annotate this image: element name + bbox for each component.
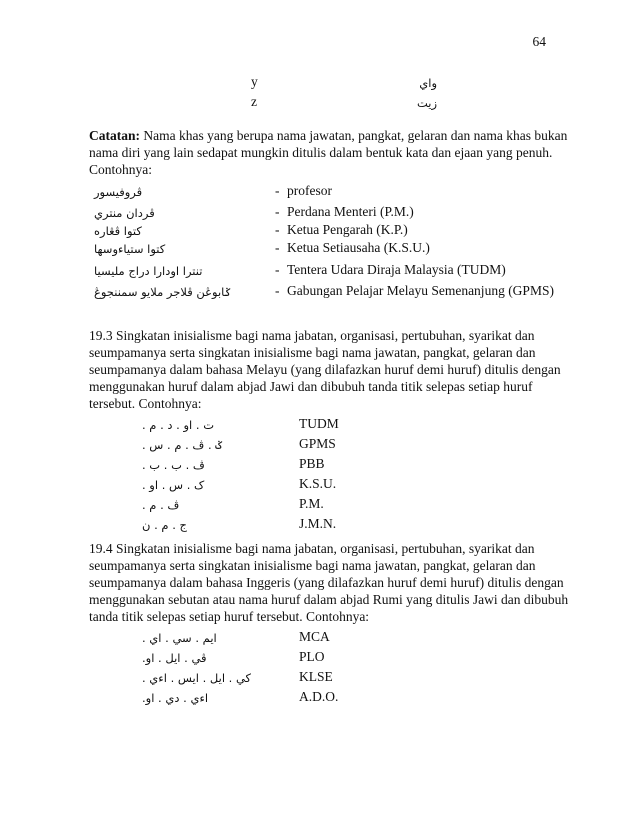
section-19-4-line: menggunakan sebutan atau nama huruf dalam abjad Rumi yang ditulis Jawi dan dibubuh (89, 592, 569, 607)
section-19-3-line: 19.3 Singkatan inisialisme bagi nama jabatan, organisasi, pertubuhan, syarikat dan (89, 328, 535, 343)
rumi-letter-z: z (251, 94, 257, 109)
example-jawi: کتوا ڤڠاره (94, 224, 142, 238)
example-rumi: Gabungan Pelajar Melayu Semenanjung (GPMS) (287, 283, 554, 298)
rumi-letter-y: y (251, 74, 258, 89)
section-19-4-line: seumpamanya dalam bahasa Inggeris (yang dilafazkan huruf demi huruf) ditulis dengan (89, 575, 564, 590)
abbr-jawi: ڤي . ايل . او. (142, 651, 207, 665)
catatan-text-1: Nama khas yang berupa nama jawatan, pangkat, gelaran dan nama khas bukan (140, 128, 568, 143)
abbr-rumi: J.M.N. (299, 516, 337, 531)
section-19-3-line: seumpamanya dalam bahasa Melayu (yang dilafazkan huruf demi huruf) ditulis dengan (89, 362, 561, 377)
abbr-rumi: P.M. (299, 496, 324, 511)
section-19-4-line: tanda titik selepas setiap huruf tersebut. Contohnya: (89, 609, 370, 624)
abbr-jawi: ݢ . ڤ . م . س . (142, 438, 223, 452)
example-dash: - (275, 183, 280, 198)
example-rumi: Ketua Setiausaha (K.S.U.) (287, 240, 430, 255)
section-19-4-line: 19.4 Singkatan inisialisme bagi nama jabatan, organisasi, pertubuhan, syarikat dan (89, 541, 535, 556)
abbr-rumi: PBB (299, 456, 325, 471)
abbr-rumi: GPMS (299, 436, 336, 451)
abbr-rumi: MCA (299, 629, 330, 644)
example-dash: - (275, 240, 280, 255)
example-jawi: ڤردان منتري (94, 206, 155, 220)
section-19-3-line: tersebut. Contohnya: (89, 396, 202, 411)
catatan-line-1 (89, 127, 568, 144)
catatan-line-2: nama diri yang lain sedapat mungkin ditulis dalam bentuk kata dan ejaan yang penuh. (89, 145, 553, 160)
abbr-jawi: اءي . دي . او. (142, 691, 209, 705)
section-19-4-line: seumpamanya serta singkatan inisialisme bagi nama jawatan, pangkat, gelaran dan (89, 558, 536, 573)
example-dash: - (275, 262, 280, 277)
abbr-rumi: KLSE (299, 669, 333, 684)
abbr-jawi: ت . او . د . م . (142, 418, 215, 432)
catatan-paragraph (89, 127, 568, 178)
catatan-line-3: Contohnya: (89, 162, 152, 177)
page-number: 64 (532, 34, 546, 49)
section-19-3-line: seumpamanya serta singkatan inisialisme bagi nama jawatan, pangkat, gelaran dan (89, 345, 536, 360)
example-jawi: ڤروفيسور (94, 185, 143, 199)
example-dash: - (275, 222, 280, 237)
abbr-jawi: ج . م . ن (142, 518, 187, 532)
example-dash: - (275, 204, 280, 219)
example-rumi: Ketua Pengarah (K.P.) (287, 222, 408, 237)
abbr-rumi: A.D.O. (299, 689, 339, 704)
abbr-jawi: ک . س . او . (142, 478, 205, 492)
jawi-letter-z: زيت (416, 96, 437, 110)
section-19-4-paragraph (89, 540, 569, 625)
section-19-3-paragraph (89, 327, 559, 412)
catatan-label: Catatan: (89, 128, 140, 143)
abbr-jawi: ڤ . ب . ب . (142, 458, 205, 472)
abbr-rumi: TUDM (299, 416, 339, 431)
abbr-jawi: ڤ . م . (142, 498, 180, 512)
example-rumi: Perdana Menteri (P.M.) (287, 204, 414, 219)
jawi-letter-y: واي (419, 76, 437, 90)
abbr-rumi: K.S.U. (299, 476, 337, 491)
example-dash: - (275, 283, 280, 298)
example-rumi: Tentera Udara Diraja Malaysia (TUDM) (287, 262, 506, 277)
example-rumi: profesor (287, 183, 332, 198)
example-jawi: ݢابوڠن ڤلاجر ملايو سمننجوڠ (94, 285, 232, 299)
abbr-jawi: ايم . سي . اي . (142, 631, 217, 645)
example-jawi: کتوا ستياءوسها (94, 242, 166, 256)
abbr-jawi: کي . ايل . ايس . اءي . (142, 671, 252, 685)
abbr-rumi: PLO (299, 649, 325, 664)
example-jawi: تنترا اودارا دراج مليسيا (94, 264, 203, 278)
section-19-3-line: menggunakan huruf dalam abjad Jawi dan dibubuh tanda titik selepas setiap huruf (89, 379, 533, 394)
